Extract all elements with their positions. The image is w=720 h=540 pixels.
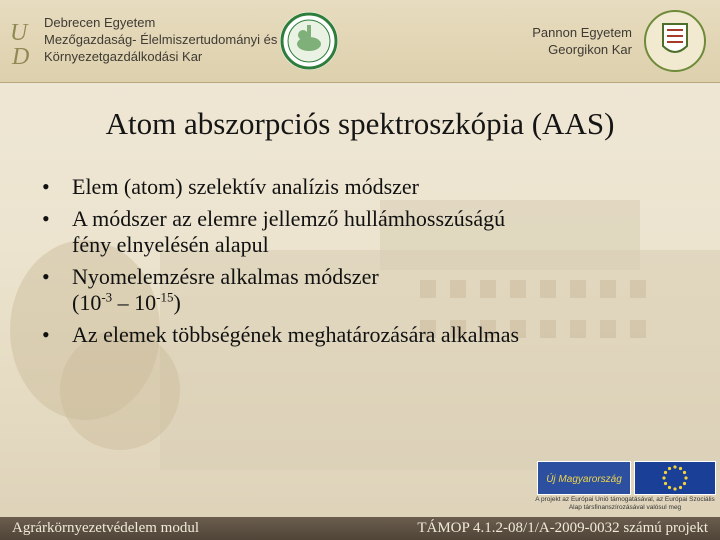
bullet-item: • Nyomelemzésre alkalmas módszer $(10^{-3} - 10^{-15})$: [40, 264, 680, 316]
bullet-item: • A módszer az elemre jellemző hullámhosszúságú fény elnyelésén alapul: [40, 206, 680, 258]
footer-project-id: TÁMOP 4.1.2-08/1/A-2009-0032 számú projekt: [417, 520, 708, 536]
eu-flag-icon: [634, 461, 716, 495]
footer-module-name: Agrárkörnyezetvédelem modul: [12, 520, 200, 536]
eu-funding-caption: A projekt az Európai Unió támogatásával, az Európai Szociális Alap társfinanszírozásával valósul meg: [535, 496, 715, 511]
uj-magyarorszag-logo: [537, 461, 631, 495]
slide-footer: [0, 517, 720, 540]
svg-text:D: D: [12, 44, 30, 68]
eu-funding-badge: [532, 461, 718, 519]
bullet-item: • Az elemek többségének meghatározására alkalmas: [40, 322, 680, 348]
bullet-item: • Elem (atom) szelektív analízis módszer: [40, 174, 680, 200]
bullet-list: [40, 174, 680, 354]
slide-title: Atom abszorpciós spektroszkópia (AAS): [105, 106, 615, 141]
georgikon-crest-logo: [644, 8, 706, 74]
faculty-seal-logo: [279, 11, 339, 71]
svg-text:U: U: [10, 20, 28, 46]
pannon-institution-name: Pannon Egyetem Georgikon Kar: [532, 25, 632, 57]
slide-header: [0, 0, 720, 83]
university-of-debrecen-logo: [6, 8, 38, 68]
debrecen-institution-name: Debrecen Egyetem Mezőgazdaság- Élelmiszertudományi és Környezetgazdálkodási Kar: [44, 15, 278, 64]
svg-text:Új Magyarország: Új Magyarország: [546, 474, 622, 485]
